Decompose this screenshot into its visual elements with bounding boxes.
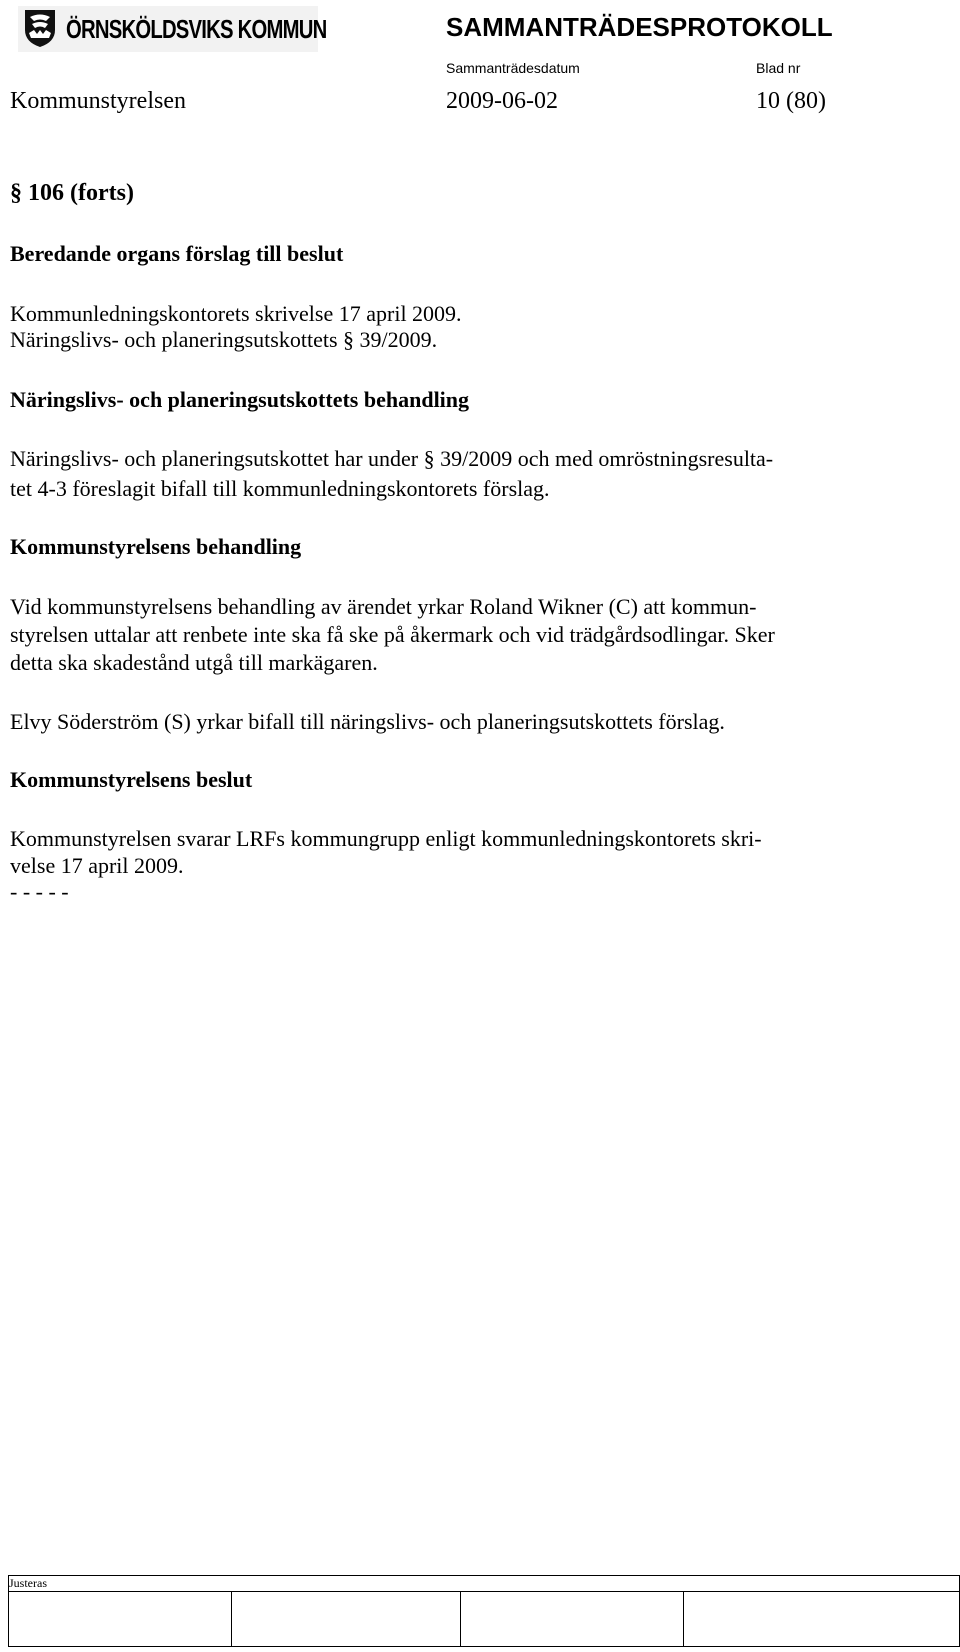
signature-table (8, 1575, 960, 1647)
committee-line-1: Näringslivs- och planeringsutskottet har under § 39/2009 och med omröstningsresulta- (10, 446, 774, 471)
decision-line-1: Kommunstyrelsen svarar LRFs kommungrupp enligt kommunledningskontorets skri- (10, 826, 762, 851)
signature-cell (460, 1592, 683, 1647)
section-reference: § 106 (forts) (10, 180, 134, 206)
heading-decision: Kommunstyrelsens beslut (10, 767, 253, 792)
proposal-line-2: Näringslivs- och planeringsutskottets § 39/2009. (10, 327, 438, 352)
signature-cell (684, 1592, 960, 1647)
end-mark: - - - - - (10, 879, 69, 904)
document-type: SAMMANTRÄDESPROTOKOLL (446, 12, 833, 42)
municipality-logo (18, 6, 327, 52)
board-line-3: detta ska skadestånd utgå till markägaren. (10, 650, 378, 675)
committee-line-2: tet 4-3 föreslagit bifall till kommunledningskontorets förslag. (10, 476, 550, 501)
justeras-label: Justeras (9, 1576, 960, 1592)
page-label: Blad nr (756, 60, 801, 76)
board-paragraph-2: Elvy Söderström (S) yrkar bifall till näringslivs- och planeringsutskottets förslag. (10, 709, 725, 734)
meeting-date: 2009-06-02 (446, 88, 558, 114)
signature-cell (9, 1592, 232, 1647)
body-name: Kommunstyrelsen (10, 88, 186, 114)
heading-committee: Näringslivs- och planeringsutskottets behandling (10, 387, 470, 412)
heading-board: Kommunstyrelsens behandling (10, 534, 302, 559)
proposal-line-1: Kommunledningskontorets skrivelse 17 april 2009. (10, 301, 462, 326)
signature-cell (232, 1592, 460, 1647)
board-line-1: Vid kommunstyrelsens behandling av ärendet yrkar Roland Wikner (C) att kommun- (10, 594, 757, 619)
decision-line-2: velse 17 april 2009. (10, 853, 184, 878)
date-label: Sammanträdesdatum (446, 60, 580, 76)
heading-proposal: Beredande organs förslag till beslut (10, 241, 344, 266)
board-line-2: styrelsen uttalar att renbete inte ska få ske på åkermark och vid trädgårdsodlingar. Sker (10, 622, 775, 647)
crest-icon (22, 8, 58, 48)
page-number: 10 (80) (756, 88, 826, 114)
municipality-name: ÖRNSKÖLDSVIKS KOMMUN (66, 14, 327, 44)
